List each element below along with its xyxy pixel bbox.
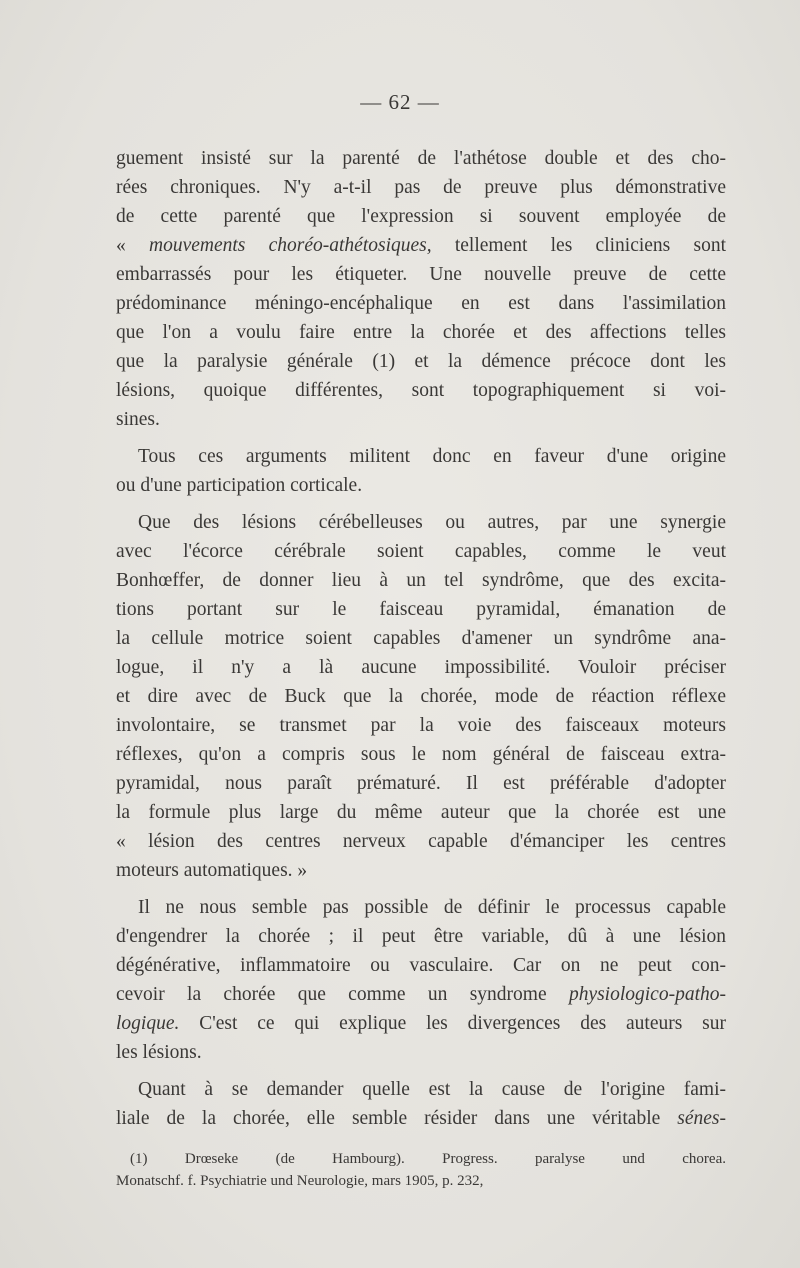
text-line: avec l'écorce cérébrale soient capables, comme le veut (116, 541, 726, 562)
text-line: sines. (116, 409, 160, 430)
text-line: rées chroniques. N'y a-t-il pas de preuve plus démonstrative (116, 177, 726, 198)
footnote-line: Monatschf. f. Psychiatrie und Neurologie, mars 1905, p. 232, (116, 1173, 484, 1189)
text-line: réflexes, qu'on a compris sous le nom général de faisceau extra- (116, 744, 726, 765)
text-line: Il ne nous semble pas possible de définir le processus capable (138, 897, 726, 918)
italic-term: physiologico-patho- (568, 984, 726, 1005)
text-line: de cette parenté que l'expression si souvent employée de (116, 206, 726, 227)
text-run: liale de la chorée, elle semble résider dans une véritable (116, 1108, 678, 1129)
text-line: que la paralysie générale (1) et la démence précoce dont les (116, 351, 726, 372)
text-run: cevoir la chorée que comme un syndrome (116, 984, 569, 1005)
paragraph (116, 893, 726, 1067)
text-line (116, 231, 726, 260)
text-line: pyramidal, nous paraît prématuré. Il est préférable d'adopter (116, 773, 726, 794)
text-line: que l'on a voulu faire entre la chorée et des affections telles (116, 322, 726, 343)
text-line: dégénérative, inflammatoire ou vasculaire. Car on ne peut con- (116, 955, 726, 976)
text-line: lésions, quoique différentes, sont topographiquement si voi- (116, 380, 726, 401)
italic-term: sénes- (677, 1108, 726, 1129)
paragraph (116, 144, 726, 434)
text-line: la cellule motrice soient capables d'amener un syndrôme ana- (116, 628, 726, 649)
text-line: guement insisté sur la parenté de l'athétose double et des cho- (116, 148, 726, 169)
text-line: « lésion des centres nerveux capable d'émanciper les centres (116, 831, 726, 852)
paragraph (116, 1075, 726, 1133)
text-line: Tous ces arguments militent donc en faveur d'une origine (138, 446, 726, 467)
paragraph (116, 508, 726, 885)
text-line: embarrassés pour les étiqueter. Une nouvelle preuve de cette (116, 264, 726, 285)
text-line: Que des lésions cérébelleuses ou autres, par une synergie (138, 512, 726, 533)
text-run: C'est ce qui explique les divergences des auteurs sur (179, 1013, 726, 1034)
text-line (116, 980, 726, 1009)
text-run: tellement les cliniciens sont (431, 235, 726, 256)
text-line: Bonhœffer, de donner lieu à un tel syndrôme, que des excita- (116, 570, 726, 591)
text-line: involontaire, se transmet par la voie des faisceaux moteurs (116, 715, 726, 736)
text-line: Quant à se demander quelle est la cause de l'origine fami- (138, 1079, 726, 1100)
text-line (116, 1009, 726, 1038)
footnote (116, 1148, 726, 1192)
italic-term: logique. (116, 1013, 180, 1034)
italic-term: mouvements choréo-athétosiques, (148, 235, 432, 256)
text-run: « (116, 235, 149, 256)
body-text (116, 144, 726, 1133)
text-line (116, 1104, 726, 1133)
text-line: la formule plus large du même auteur que la chorée est une (116, 802, 726, 823)
paragraph (116, 442, 726, 500)
text-line: ou d'une participation corticale. (116, 475, 363, 496)
text-line: d'engendrer la chorée ; il peut être variable, dû à une lésion (116, 926, 726, 947)
text-line: les lésions. (116, 1042, 202, 1063)
text-line: tions portant sur le faisceau pyramidal, émanation de (116, 599, 726, 620)
page-number: — 62 — (360, 90, 440, 114)
text-line: et dire avec de Buck que la chorée, mode de réaction réflexe (116, 686, 726, 707)
footnote-line: (1) Drœseke (de Hambourg). Progress. paralyse und chorea. (130, 1151, 726, 1167)
text-line: prédominance méningo-encéphalique en est dans l'assimilation (116, 293, 726, 314)
text-line: moteurs automatiques. » (116, 860, 308, 881)
text-line: logue, il n'y a là aucune impossibilité. Vouloir préciser (116, 657, 726, 678)
